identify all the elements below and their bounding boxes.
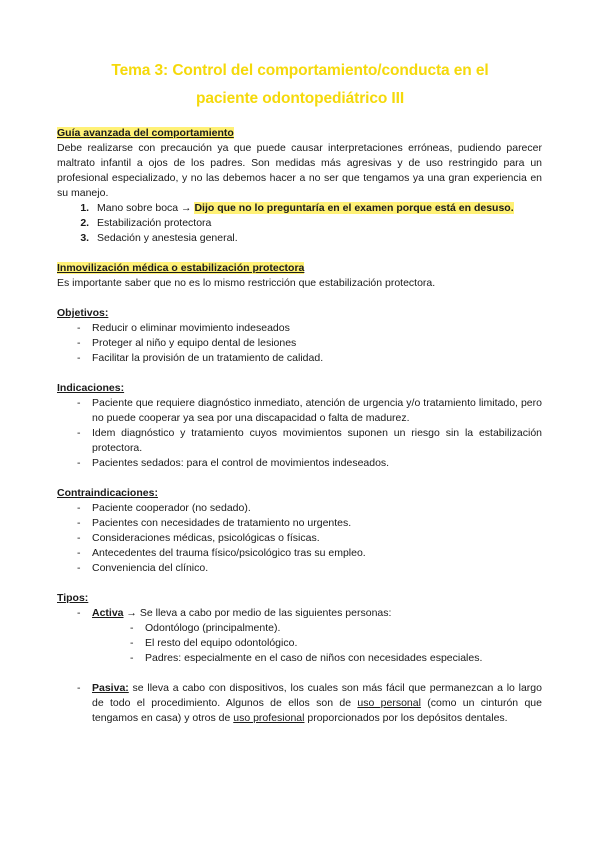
indicaciones-heading: Indicaciones: — [57, 382, 125, 394]
contraindicaciones-heading: Contraindicaciones: — [57, 487, 158, 499]
list-item: 3. Sedación y anestesia general. — [92, 231, 542, 246]
guia-list — [57, 201, 542, 246]
list-item: 1. Mano sobre boca → Dijo que no lo preguntaría en el examen porque está en desuso. — [92, 201, 542, 216]
tipo-pasiva: - Pasiva: se lleva a cabo con dispositivos, los cuales son más fácil que permanezcan a lo largo de todo el procedimiento. Algunos de ellos son de uso personal (como un cinturón que tengamos en casa) y otros de uso profesional proporcionados por los depósitos dentales. — [57, 681, 542, 726]
section-guia-avanzada — [57, 126, 542, 246]
list-item: - Padres: especialmente en el caso de niños con necesidades especiales. — [127, 651, 542, 666]
list-item: - Odontólogo (principalmente). — [127, 621, 542, 636]
page-title — [50, 57, 550, 113]
guia-heading: Guía avanzada del comportamiento — [57, 127, 234, 139]
objetivos-heading: Objetivos: — [57, 307, 109, 319]
pasiva-label: Pasiva: — [92, 682, 129, 694]
list-item: - Proteger al niño y equipo dental de lesiones — [57, 336, 542, 351]
section-objetivos — [57, 306, 542, 366]
list-item: - Antecedentes del trauma físico/psicológico tras su empleo. — [57, 546, 542, 561]
tipos-heading: Tipos: — [57, 592, 89, 604]
indicaciones-list — [57, 396, 542, 471]
tipos-list-pasiva — [57, 681, 542, 726]
inmovilizacion-heading: Inmovilización médica o estabilización protectora — [57, 262, 305, 274]
guia-paragraph: Debe realizarse con precaución ya que puede causar interpretaciones erróneas, pudiendo parecer maltrato infantil a ojos de los padres. Son medidas más agresivas y de uso restringido para un profesional especializado, y no las debemos hacer a no ser que tengamos ya una gran experiencia en su manejo. — [57, 142, 542, 199]
list-item: - Pacientes sedados: para el control de movimientos indeseados. — [57, 456, 542, 471]
inmovilizacion-paragraph: Es importante saber que no es lo mismo restricción que estabilización protectora. — [57, 277, 436, 289]
section-indicaciones — [57, 381, 542, 471]
list-item: - Facilitar la provisión de un tratamiento de calidad. — [57, 351, 542, 366]
list-item: - Paciente cooperador (no sedado). — [57, 501, 542, 516]
activa-text: → Se lleva a cabo por medio de las siguientes personas: — [123, 607, 392, 619]
list-item: - Idem diagnóstico y tratamiento cuyos movimientos suponen un riesgo sin la estabilización protectora. — [57, 426, 542, 456]
list-item: 2. Estabilización protectora — [92, 216, 542, 231]
exam-note-highlight: Dijo que no lo preguntaría en el examen porque está en desuso. — [194, 202, 514, 214]
objetivos-list — [57, 321, 542, 366]
list-item: - Reducir o eliminar movimiento indeseados — [57, 321, 542, 336]
section-contraindicaciones — [57, 486, 542, 576]
title-line-2: paciente odontopediátrico III — [195, 90, 405, 107]
tipo-activa — [57, 606, 542, 666]
list-item: - El resto del equipo odontológico. — [127, 636, 542, 651]
tipos-list — [57, 606, 542, 666]
list-item: - Paciente que requiere diagnóstico inmediato, atención de urgencia y/o tratamiento limitado, pero no puede cooperar ya sea por una discapacidad o falta de madurez. — [57, 396, 542, 426]
uso-personal-term: uso personal — [357, 697, 421, 709]
list-item: - Conveniencia del clínico. — [57, 561, 542, 576]
list-item: - Pacientes con necesidades de tratamiento no urgentes. — [57, 516, 542, 531]
uso-profesional-term: uso profesional — [233, 712, 305, 724]
contraindicaciones-list — [57, 501, 542, 576]
activa-sublist — [127, 621, 542, 666]
section-inmovilizacion — [57, 261, 542, 291]
list-item: - Consideraciones médicas, psicológicas o físicas. — [57, 531, 542, 546]
content-body — [57, 126, 542, 726]
section-tipos — [57, 591, 542, 726]
title-line-1: Tema 3: Control del comportamiento/conducta en el — [111, 62, 489, 79]
activa-label: Activa — [92, 607, 124, 619]
